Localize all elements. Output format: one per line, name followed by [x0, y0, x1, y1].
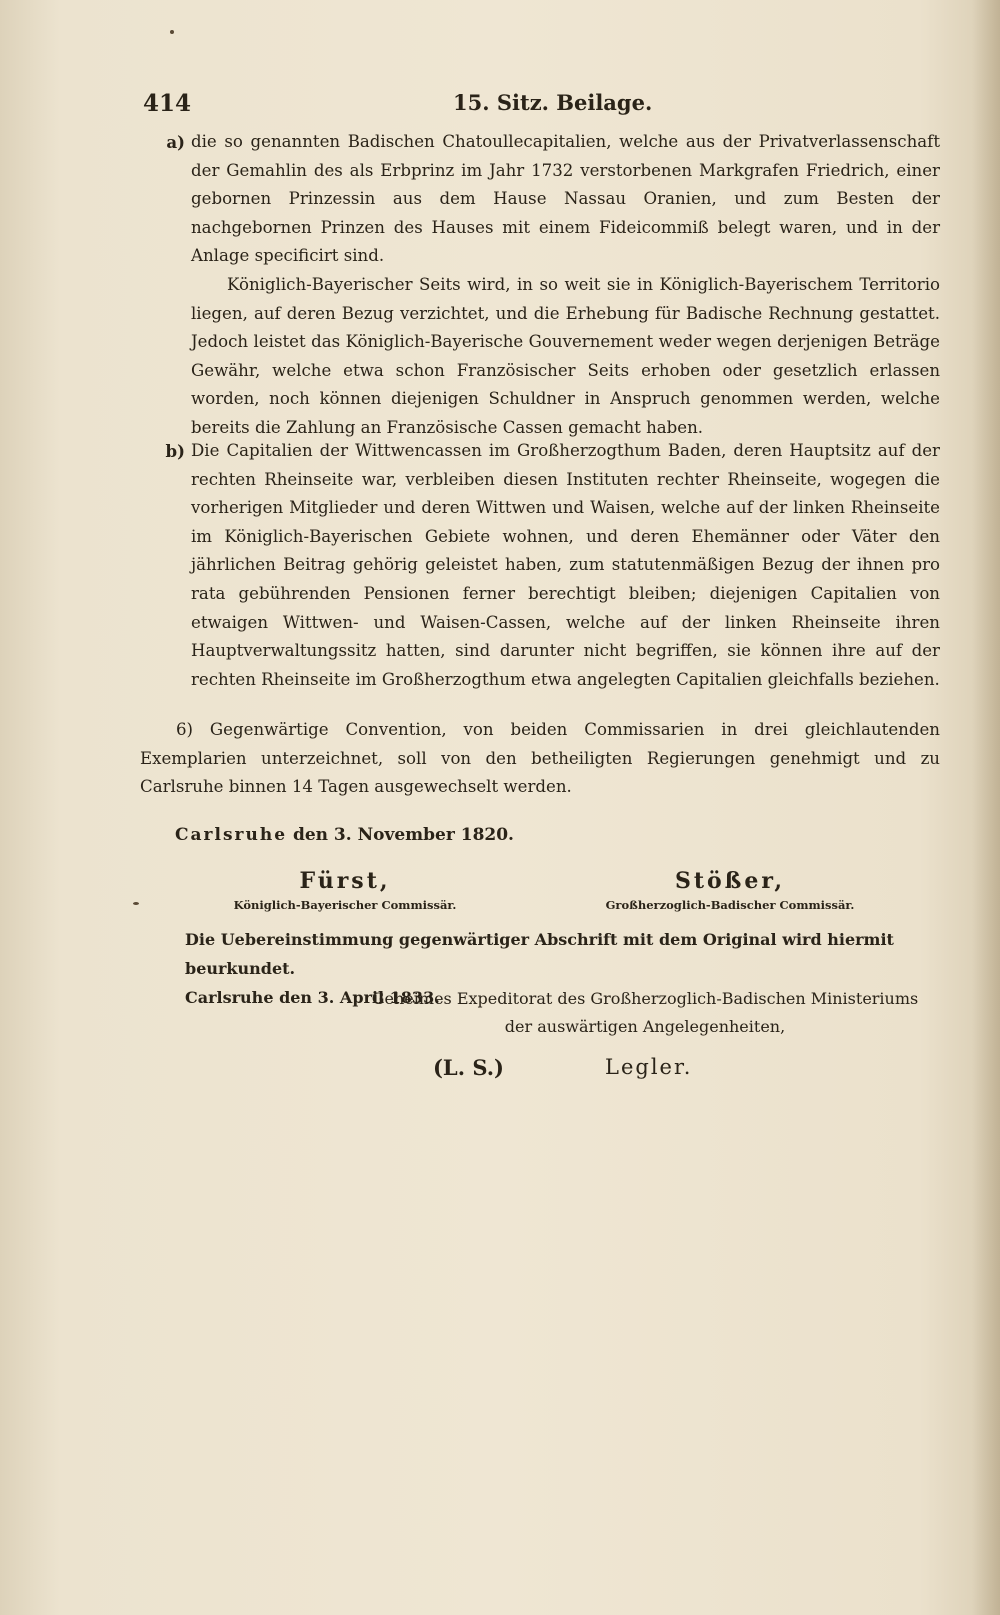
item-a-paragraph-1: die so genannten Badischen Chatoullecapitalien, welche aus der Privatverlassenschaft der Gemahlin des als Erbprinz im Jahr 1732 verstorbenen Markgrafen Friedrich, einer gebornen Prinzessin aus dem Hause Nassau Oranien, und zum Besten der nachgebornen Prinzen des Hauses mit einem Fideicommiß belegt waren, und in der Anlage specificirt sind.: [191, 132, 940, 266]
place-date: [175, 825, 514, 845]
item-marker: a): [166, 132, 185, 152]
item-a: [140, 128, 940, 443]
office-line-1: Geheimes Expeditorat des Großherzoglich-Badischen Ministeriums: [371, 989, 919, 1008]
signatory-name: Fürst,: [299, 868, 391, 894]
ink-speck: [133, 902, 139, 905]
clerk-signature: Legler.: [605, 1055, 693, 1079]
certification-date: Carlsruhe den 3. April 1833.: [185, 988, 440, 1007]
item-b: [140, 437, 940, 694]
date: den 3. November 1820.: [292, 825, 514, 845]
item-a-paragraph-2: Königlich-Bayerischer Seits wird, in so weit sie in Königlich-Bayerischem Territorio liegen, auf deren Bezug verzichtet, und die Erhebung für Badische Rechnung gestattet. Jedoch leistet das Königlich-Bayerische Gouvernement weder wegen derjenigen Beträge Gewähr, welche etwa schon Französischer Seits erhoben oder gesetzlich erlassen worden, noch können diejenigen Schuldner in Anspruch genommen werden, welche bereits die Zahlung an Französische Cassen gemacht haben.: [191, 274, 940, 437]
page-edge-shadow: [972, 0, 1000, 1615]
signatory-title: Königlich-Bayerischer Commissär.: [233, 898, 457, 912]
article-6: [140, 716, 940, 802]
signature-left: [225, 868, 465, 912]
issuing-office: [365, 985, 925, 1041]
certification-statement: Die Uebereinstimmung gegenwärtiger Abschrift mit dem Original wird hiermit beurkundet.: [185, 930, 894, 978]
signatory-title: Großherzoglich-Badischer Commissär.: [605, 898, 855, 912]
page-number: 414: [143, 90, 192, 117]
item-b-paragraph-1: Die Capitalien der Wittwencassen im Großherzogthum Baden, deren Hauptsitz auf der rechten Rheinseite war, verbleiben diesen Instituten rechter Rheinseite, wogegen die vorherigen Mitglieder und deren Wittwen und Waisen, welche auf der linken Rheinseite im Königlich-Bayerischen Gebiete wohnen, und deren Ehemänner oder Väter den jährlichen Beitrag gehörig geleistet haben, zum statutenmäßigen Bezug der ihnen pro rata gebührenden Pensionen ferner berechtigt bleiben; diejenigen Capitalien von etwaigen Wittwen- und Waisen-Cassen, welche auf der linken Rheinseite ihren Hauptverwaltungssitz hatten, sind darunter nicht begriffen, sie können ihre auf der rechten Rheinseite im Großherzogthum etwa angelegten Capitalien gleichfalls beziehen.: [191, 441, 940, 689]
signature-right: [590, 868, 870, 912]
signatory-name: Stößer,: [674, 868, 786, 894]
ink-speck: [170, 30, 174, 34]
item-marker: b): [165, 441, 185, 461]
running-head: 15. Sitz. Beilage.: [453, 90, 653, 115]
page-header: [143, 90, 943, 120]
seal-mark: (L. S.): [433, 1055, 504, 1080]
place: Carlsruhe: [175, 825, 288, 845]
article-6-text: 6) Gegenwärtige Convention, von beiden Commissarien in drei gleichlautenden Exemplarien unterzeichnet, soll von den betheiligten Regierungen genehmigt und zu Carlsruhe binnen 14 Tagen ausgewechselt werden.: [140, 720, 940, 797]
office-line-2: der auswärtigen Angelegenheiten,: [504, 1017, 786, 1036]
